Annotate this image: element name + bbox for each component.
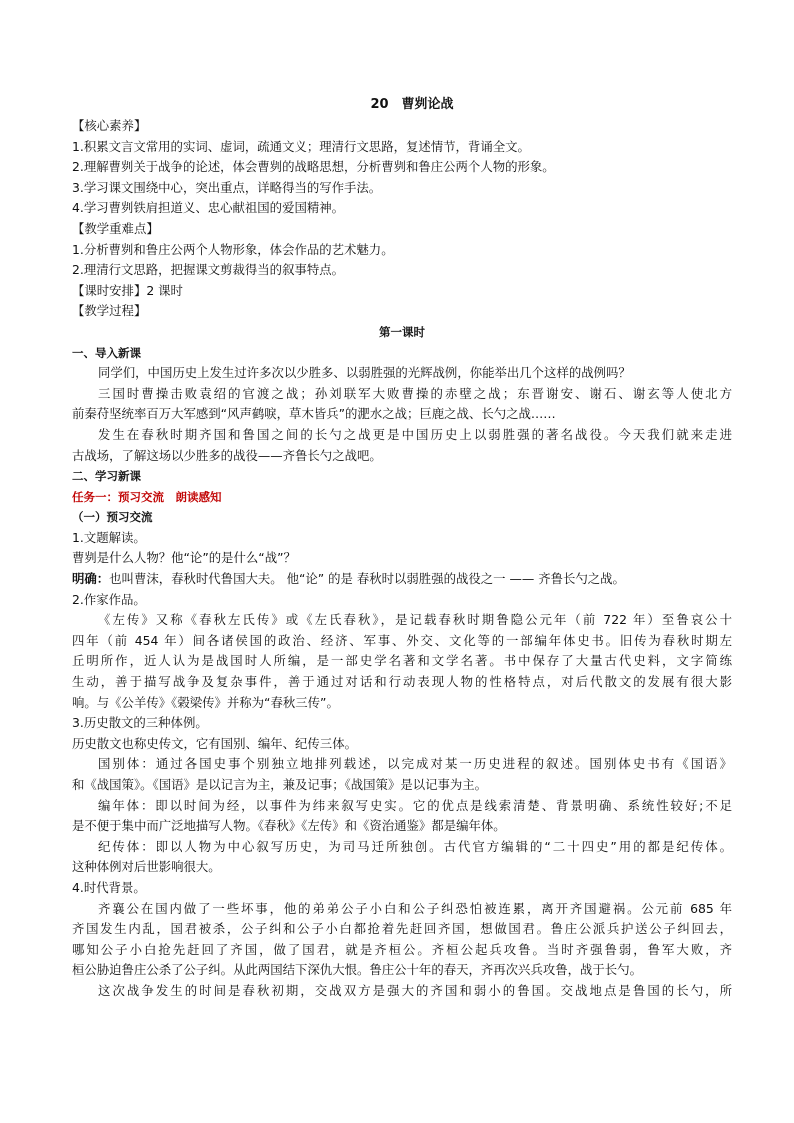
text-line: 1.积累文言文常用的实词、虚词，疏通文义；理清行文思路，复述情节，背诵全文。: [72, 138, 530, 154]
page-title: 20 曹刿论战: [370, 97, 454, 112]
paragraph-line: 齐襄公在国内做了一些坏事，他的弟弟公子小白和公子纠恐怕被连累，离开齐国避祸。公元前 685 年: [98, 900, 732, 916]
paragraph-line: 《左传》又称《春秋左氏传》或《左氏春秋》，是记载春秋时期鲁隐公元年（前 722 年）至鲁哀公十: [98, 612, 732, 628]
text-line: 历史散文也称史传文，它有国别、编年、纪传三体。: [72, 735, 357, 751]
section-heading: （一）预习交流: [72, 510, 153, 525]
text-line: 3.历史散文的三种体例。: [72, 715, 208, 731]
text-line: 2.作家作品。: [72, 591, 146, 607]
paragraph-line: 发生在春秋时期齐国和鲁国之间的长勺之战更是中国历史上以弱胜强的著名战役。今天我们就来走进: [98, 426, 732, 442]
text-line: 前秦苻坚统率百万大军感到“风声鹤唳，草木皆兵”的淝水之战；巨鹿之战、长勺之战……: [72, 406, 556, 422]
text-line: 【课时安排】2 课时: [72, 282, 183, 298]
text-line: 这种体例对后世影响很大。: [72, 859, 221, 875]
text-line: 3.学习课文围绕中心，突出重点，详略得当的写作手法。: [72, 179, 382, 195]
paragraph-line: 纪传体：即以人物为中心叙写历史，为司马迁所独创。古代官方编辑的“二十四史”用的都是纪传体。: [98, 838, 732, 854]
text-line: 2.理解曹刿关于战争的论述，体会曹刿的战略思想，分析曹刿和鲁庄公两个人物的形象。: [72, 159, 555, 175]
paragraph-line: 哪知公子小白抢先赶回了齐国，做了国君，就是齐桓公。齐桓公起兵攻鲁。当时齐强鲁弱，鲁军大败，齐: [72, 941, 732, 957]
paragraph-line: 国别体：通过各国史事个别独立地排列载述，以完成对某一历史进程的叙述。国别体史书有《国语》: [98, 756, 732, 772]
text-line: 是不便于集中而广泛地描写人物。《春秋》《左传》和《资治通鉴》都是编年体。: [72, 818, 506, 834]
text-line: 4.时代背景。: [72, 879, 146, 895]
text-line: 【教学重难点】: [72, 220, 159, 236]
text-line: 和《战国策》。《国语》是以记言为主，兼及记事；《战国策》是以记事为主。: [72, 777, 488, 792]
text-line: 1.文题解读。: [72, 529, 146, 545]
text-line: 响。与《公羊传》《榖梁传》并称为“春秋三传”。: [72, 694, 339, 710]
answer-text: 也叫曹沫，春秋时代鲁国大夫。 他“论” 的是 春秋时以弱胜强的战役之一 —— 齐鲁长勺之战。: [109, 571, 625, 587]
answer-line: [72, 569, 732, 590]
document-page: [72, 94, 732, 1002]
text-line: 2.理清行文思路，把握课文剪裁得当的叙事特点。: [72, 262, 345, 278]
text-line: 桓公胁迫鲁庄公杀了公子纠。从此两国结下深仇大恨。鲁庄公十年的春天，齐再次兴兵攻鲁，战于长勺。: [72, 962, 642, 978]
section-heading: 一、导入新课: [72, 345, 141, 360]
text-line: 曹刿是什么人物？他“论”的是什么“战”？: [72, 550, 296, 566]
text-line: 1.分析曹刿和鲁庄公两个人物形象，体会作品的艺术魅力。: [72, 241, 394, 257]
section-heading: 第一课时: [379, 324, 425, 339]
paragraph-line: 丘明所作，近人认为是战国时人所编，是一部史学名著和文学名著。书中保存了大量古代史料，文字简练: [72, 653, 732, 669]
paragraph-line: 四年（前 454 年）间各诸侯国的政治、经济、军事、外交、文化等的一部编年体史书。旧传为春秋时期左: [72, 632, 732, 648]
text-line: 【教学过程】: [72, 303, 147, 319]
paragraph-line: 编年体：即以时间为经，以事件为纬来叙写史实。它的优点是线索清楚、背景明确、系统性较好;不足: [98, 797, 732, 813]
section-heading: 二、学习新课: [72, 469, 141, 484]
paragraph-line: 生动，善于描写战争及复杂事件，善于通过对话和行动表现人物的性格特点，对后代散文的发展有很大影: [72, 674, 732, 690]
task-heading: 任务一：预习交流 朗读感知: [72, 489, 222, 504]
text-line: 4.学习曹刿铁肩担道义、忠心献祖国的爱国精神。: [72, 200, 345, 216]
paragraph-line: 齐国发生内乱，国君被杀，公子纠和公子小白都抢着先赶回齐国，想做国君。鲁庄公派兵护送公子纠回去，: [72, 921, 732, 937]
paragraph-line: 这次战争发生的时间是春秋初期，交战双方是强大的齐国和弱小的鲁国。交战地点是鲁国的长勺，所: [98, 982, 732, 998]
document-body: [72, 116, 732, 1002]
answer-label: 明确：: [72, 571, 110, 587]
text-line: 古战场，了解这场以少胜多的战役——齐鲁长勺之战吧。: [72, 447, 382, 463]
paragraph-line: 同学们，中国历史上发生过许多次以少胜多、以弱胜强的光辉战例，你能举出几个这样的战例吗？: [98, 365, 631, 381]
paragraph-line: 三国时曹操击败袁绍的官渡之战；孙刘联军大败曹操的赤壁之战；东晋谢安、谢石、谢玄等人使北方: [98, 385, 732, 401]
text-line: 【核心素养】: [72, 118, 147, 133]
